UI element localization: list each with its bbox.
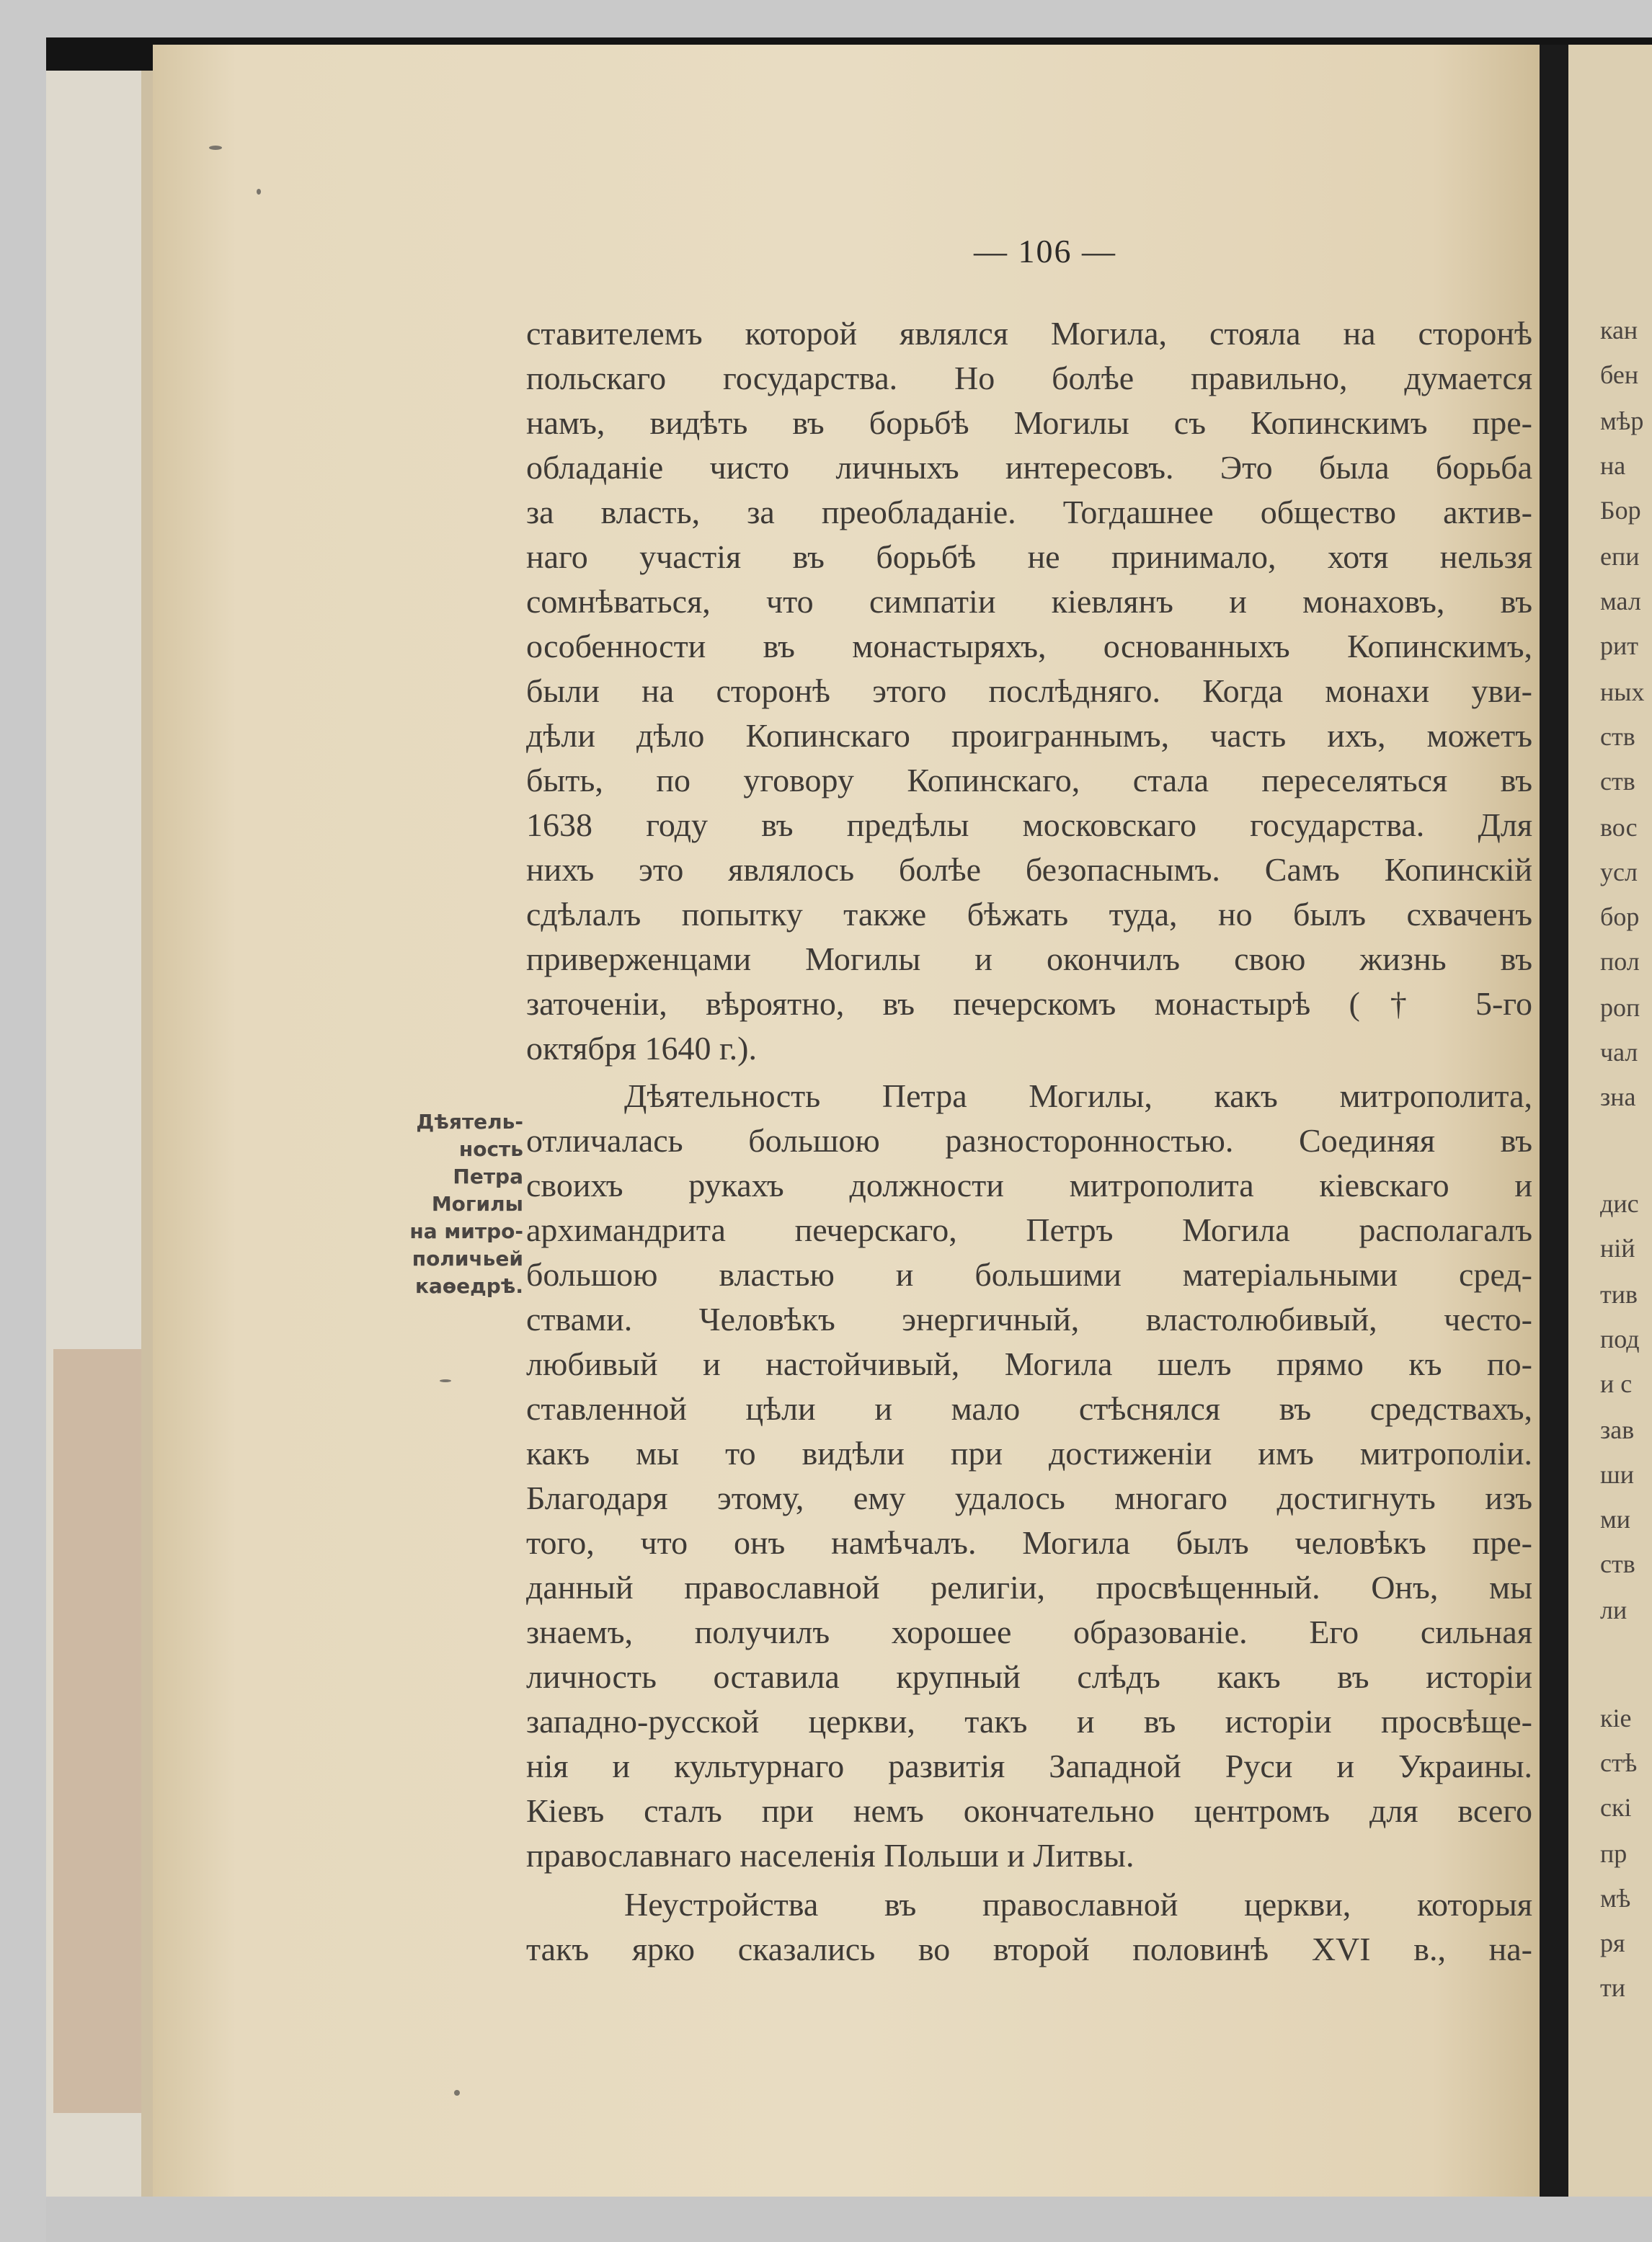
next-page-fragment: стѣ <box>1600 1748 1638 1777</box>
next-page-fragment: ств <box>1600 767 1635 796</box>
text-line: обладаніе чисто личныхъ интересовъ. Это была борьба <box>526 450 1532 486</box>
next-page-fragment: ря <box>1600 1929 1625 1957</box>
next-page-fragment: пол <box>1600 947 1640 976</box>
scan-speck <box>454 2090 460 2096</box>
text-line: ставителемъ которой являлся Могила, стояла на сторонѣ <box>526 316 1532 352</box>
next-page-fragment: скі <box>1600 1793 1632 1822</box>
text-line: сдѣлалъ попытку также бѣжать туда, но былъ схваченъ <box>526 897 1532 933</box>
text-line: заточеніи, вѣроятно, въ печерскомъ монастырѣ († 5-го <box>526 986 1532 1022</box>
scan-speck <box>257 189 261 195</box>
text-line: Кіевъ сталъ при немъ окончательно центромъ для всего <box>526 1793 1532 1829</box>
next-page-fragment: зна <box>1600 1082 1636 1111</box>
next-page-fragment: епи <box>1600 542 1640 571</box>
text-line: дѣли дѣло Копинскаго проиграннымъ, часть ихъ, можетъ <box>526 718 1532 754</box>
next-page-fragment: бор <box>1600 902 1640 931</box>
next-page-fragment: ній <box>1600 1234 1635 1263</box>
text-line: Неустройства въ православной церкви, которыя <box>624 1887 1532 1923</box>
next-page-fragment: тив <box>1600 1280 1638 1309</box>
next-page-fragment: и с <box>1600 1369 1633 1398</box>
text-line: Дѣятельность Петра Могилы, какъ митрополита, <box>624 1078 1532 1114</box>
next-page-fragment: чал <box>1600 1038 1638 1067</box>
text-line: того, что онъ намѣчалъ. Могила былъ человѣкъ пре- <box>526 1525 1532 1561</box>
margin-note-line: Дѣятель- <box>416 1110 523 1134</box>
scan-speck <box>209 146 222 150</box>
next-page-fragment: усл <box>1600 858 1638 886</box>
next-page-fragment: ных <box>1600 677 1645 706</box>
next-page-fragment: на <box>1600 451 1626 480</box>
next-page-fragment: мѣ <box>1600 1884 1631 1913</box>
next-page-fragment: зав <box>1600 1415 1635 1444</box>
next-page-fragment: кіе <box>1600 1704 1632 1732</box>
text-line: ставленной цѣли и мало стѣснялся въ средствахъ, <box>526 1391 1532 1427</box>
text-line: за власть, за преобладаніе. Тогдашнее общество актив- <box>526 494 1532 530</box>
text-line: 1638 году въ предѣлы московскаго государства. Для <box>526 807 1532 843</box>
margin-note <box>372 1108 523 1300</box>
next-page-fragment: ми <box>1600 1505 1631 1534</box>
next-page-fragment: вос <box>1600 813 1638 842</box>
text-line: польскаго государства. Но болѣе правильно, думается <box>526 360 1532 396</box>
next-page-fragment: под <box>1600 1325 1640 1353</box>
next-page-fragment: ши <box>1600 1460 1634 1489</box>
text-line: архимандрита печерскаго, Петръ Могила располагалъ <box>526 1212 1532 1248</box>
margin-note-line: поличьей <box>412 1247 523 1271</box>
next-page-fragment: мѣр <box>1600 406 1644 435</box>
text-line: данный православной религіи, просвѣщенный. Онъ, мы <box>526 1570 1532 1606</box>
text-line: любивый и настойчивый, Могила шелъ прямо къ по- <box>526 1346 1532 1382</box>
text-line: сомнѣваться, что симпатіи кіевлянъ и монаховъ, въ <box>526 584 1532 620</box>
scan-speck <box>440 1379 451 1382</box>
text-line: личность оставила крупный слѣдъ какъ въ исторіи <box>526 1659 1532 1695</box>
next-page-fragment: ств <box>1600 1549 1635 1578</box>
next-page-fragment: мал <box>1600 587 1641 615</box>
book-gutter <box>1540 45 1568 2197</box>
text-line: нія и культурнаго развитія Западной Руси и Украины. <box>526 1748 1532 1784</box>
margin-note-line: на митро- <box>409 1219 523 1243</box>
next-page-fragment: рит <box>1600 631 1638 660</box>
text-line: своихъ рукахъ должности митрополита кіевскаго и <box>526 1167 1532 1204</box>
next-page-fragment: Бор <box>1600 496 1641 525</box>
text-line: западно-русской церкви, такъ и въ исторіи просвѣще- <box>526 1704 1532 1740</box>
scan-bottom-strip <box>46 2197 1652 2242</box>
text-line: ствами. Человѣкъ энергичный, властолюбивый, често- <box>526 1302 1532 1338</box>
next-page-fragment: роп <box>1600 993 1640 1022</box>
text-line: особенности въ монастыряхъ, основанныхъ Копинскимъ, <box>526 628 1532 664</box>
next-page-fragment: пр <box>1600 1839 1627 1868</box>
next-page-fragment: ств <box>1600 722 1635 751</box>
text-line: приверженцами Могилы и окончилъ свою жизнь въ <box>526 941 1532 977</box>
text-line: октября 1640 г.). <box>526 1031 757 1067</box>
paper-tab <box>53 1349 143 2113</box>
next-page-fragment: бен <box>1600 360 1639 389</box>
next-page-fragment: дис <box>1600 1189 1639 1218</box>
next-page-fragment: ли <box>1600 1596 1627 1624</box>
text-line: наго участія въ борьбѣ не принимало, хотя нельзя <box>526 539 1532 575</box>
text-line: Благодаря этому, ему удалось многаго достигнуть изъ <box>526 1480 1532 1516</box>
next-page-fragment: кан <box>1600 316 1638 344</box>
text-line: знаемъ, получилъ хорошее образованіе. Его сильная <box>526 1614 1532 1650</box>
page-number: — 106 — <box>974 233 1116 270</box>
next-page-fragment: ти <box>1600 1973 1625 2002</box>
margin-note-line: Могилы <box>431 1192 523 1216</box>
text-line: отличалась большою разносторонностью. Соединяя въ <box>526 1123 1532 1159</box>
margin-note-line: каѳедрѣ. <box>414 1274 523 1298</box>
margin-note-line: Петра <box>453 1165 523 1188</box>
text-line: православнаго населенія Польши и Литвы. <box>526 1838 1134 1874</box>
text-line: были на сторонѣ этого послѣдняго. Когда монахи уви- <box>526 673 1532 709</box>
margin-note-line: ность <box>458 1137 523 1161</box>
next-page-edge <box>1568 45 1652 2197</box>
text-line: такъ ярко сказались во второй половинѣ XVI в., на- <box>526 1931 1532 1967</box>
text-line: намъ, видѣть въ борьбѣ Могилы съ Копинскимъ пре- <box>526 405 1532 441</box>
text-line: большою властью и большими матеріальными сред- <box>526 1257 1532 1293</box>
text-line: нихъ это являлось болѣе безопаснымъ. Самъ Копинскій <box>526 852 1532 888</box>
text-line: какъ мы то видѣли при достиженіи имъ митрополіи. <box>526 1436 1532 1472</box>
body-text <box>526 316 1532 2016</box>
text-line: быть, по уговору Копинскаго, стала переселяться въ <box>526 762 1532 799</box>
